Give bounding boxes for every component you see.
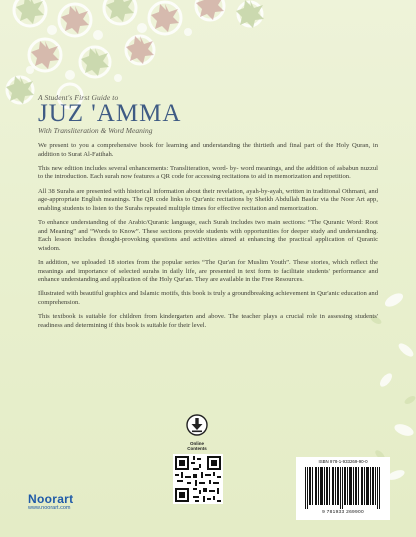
description-paragraph: This textbook is suitable for children from kindergarten and above. The teacher plays a crucial role in assessing students' readiness and determining if this book is suitable for their level. (38, 313, 378, 329)
book-title-block (38, 93, 181, 135)
book-title: JUZ 'AMMA (38, 100, 182, 127)
publisher-logo (28, 492, 98, 511)
description-paragraph: In addition, we uploaded 18 stories from the popular series “The Qur'an for Muslim Youth”. These stories, which reflect the meanings and importance of selected surahs in daily life, are presented in text form to facilitate students' performance and enhance understanding and application of the Holy Qur'an. They are available in the Free Resources. (38, 258, 378, 284)
barcode-digits: 9 781933 269900 (322, 510, 364, 515)
description-paragraph: We present to you a comprehensive book for learning and understanding the thirtieth and final part of the Holy Quran, in addition to Surat Al-Fatihah. (38, 142, 378, 158)
title-bottom-subtitle: With Transliteration & Word Meaning (38, 126, 153, 135)
title-top-subtitle: A Student's First Guide to (38, 93, 119, 102)
publisher-url[interactable]: www.noorart.com (28, 505, 71, 511)
description-body (38, 142, 378, 336)
isbn-barcode-box (296, 457, 390, 520)
online-label-line1: Online (189, 441, 204, 446)
online-label-line2: Contents (187, 446, 207, 451)
description-paragraph: This new edition includes several enhancements: Transliteration, word- by- word meanings, and the addition of asbabun nuzzul to the introduction. Each surah now features a QR code for accessing recitations to aid in memorization and repetition. (38, 164, 378, 181)
isbn-label: ISBN 978-1-933269-90-0 (318, 459, 368, 464)
download-icon (186, 414, 208, 436)
description-paragraph: Illustrated with beautiful graphics and Islamic motifs, this book is truly a groundbreaking achievement in Qur'anic education and comprehension. (38, 290, 378, 306)
barcode (305, 467, 381, 509)
publisher-name: Noorart (28, 492, 74, 506)
online-contents-badge (182, 414, 212, 451)
qr-code[interactable] (173, 454, 223, 504)
description-paragraph: All 38 Surahs are presented with historical information about their revelation, ayah-by-ayah, written in traditional Othmani, and age-appropriate English meanings. The QR code links to Qur'anic recitations by Sheikh Abdullah Basfar via the Noor Art app, enabling students to listen to the Surahs repeated multiple times for effective recitation and memorization. (38, 187, 378, 212)
description-paragraph: To enhance understanding of the Arabic/Quranic language, each Surah includes two main sections: “The Quranic Word: Root and Meaning” and “Words to Know”. These sections provide students with opportunities for deeper study and understanding. Each lesson includes thought-provoking questions and activities aimed at enhancing the practical application of Quranic wisdom. (38, 218, 378, 252)
